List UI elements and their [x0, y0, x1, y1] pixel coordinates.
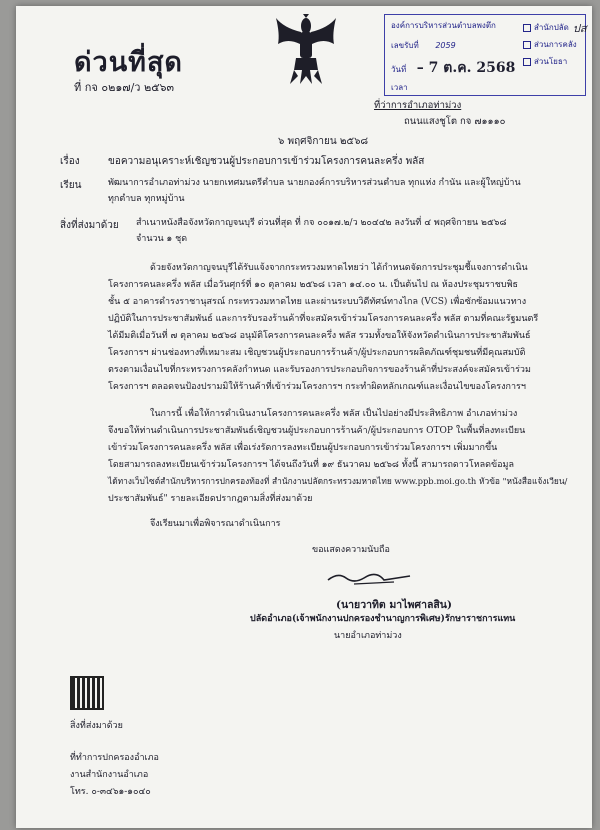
paragraph-line: โครงการฯ ผ่านช่องทางที่เหมาะสม เชิญชวนผู้ประกอบการร้านค้า/ผู้ประกอบการผลิตภัณฑ์ชุมชนที่มีคุณสมบัติ — [108, 348, 526, 358]
checkbox-icon — [523, 58, 531, 66]
recipient-label: เรียน — [60, 180, 82, 191]
document-page — [16, 6, 592, 828]
paragraph-line: ปฏิบัติในการประชาสัมพันธ์ และการรับรองร้านค้าที่จะสมัครเข้าร่วมโครงการคนละครึ่ง พลัส ตามที่คณะรัฐมนตรี — [108, 314, 539, 324]
paragraph-line: ในการนี้ เพื่อให้การดำเนินงานโครงการคนละครึ่ง พลัส เป็นไปอย่างมีประสิทธิภาพ อำเภอท่าม่วง — [150, 409, 518, 419]
stamp-time-label: เวลา — [391, 83, 408, 92]
stamp-handwritten-mark: ปส — [572, 21, 587, 35]
agency-address: ถนนแสงชูโต กจ ๗๑๑๑๐ — [404, 116, 506, 127]
closing-request: จึงเรียนมาเพื่อพิจารณาดำเนินการ — [150, 519, 281, 529]
stamp-receipt-label: เลขรับที่ — [391, 41, 419, 50]
closing-regards: ขอแสดงความนับถือ — [312, 545, 390, 555]
checkbox-icon — [523, 24, 531, 32]
paragraph-line: โครงการฯ ตลอดจนป้องปรามมิให้ร้านค้าที่เข้าร่วมโครงการฯ กระทำผิดหลักเกณฑ์และเงื่อนไขของโครงการฯ — [108, 382, 526, 392]
recipient-line: พัฒนาการอำเภอท่าม่วง นายกเทศมนตรีตำบล นายกองค์การบริหารส่วนตำบล ทุกแห่ง กำนัน และผู้ใหญ่บ้าน — [108, 178, 521, 188]
footer-office: ที่ทำการปกครองอำเภอ — [70, 753, 159, 763]
enclosure-line: จำนวน ๑ ชุด — [136, 234, 188, 244]
signatory-title: นายอำเภอท่าม่วง — [334, 631, 402, 641]
agency-name: ที่ว่าการอำเภอท่าม่วง — [374, 100, 462, 111]
stamp-date-value: – 7 ต.ค. 2568 — [416, 60, 516, 76]
checkbox-icon — [523, 41, 531, 49]
stamp-org: องค์การบริหารส่วนตำบลพงตึก — [391, 21, 496, 30]
recipient-line: ทุกตำบล ทุกหมู่บ้าน — [108, 194, 185, 204]
paragraph-line: เข้าร่วมโครงการคนละครึ่ง พลัส เพื่อเร่งรัดการลงทะเบียนผู้ประกอบการเข้าร่วมโครงการฯ เพิ่มมากขึ้น — [108, 443, 498, 453]
paragraph-line: จึงขอให้ท่านดำเนินการประชาสัมพันธ์เชิญชวนผู้ประกอบการร้านค้า/ผู้ประกอบการ OTOP ในพื้นที่ลงทะเบียน — [108, 426, 526, 436]
enclosure-line: สำเนาหนังสือจังหวัดกาญจนบุรี ด่วนที่สุด ที่ กจ ๐๐๑๗.๒/ว ๒๐๔๔๒ ลงวันที่ ๔ พฤศจิกายน ๒๕๖๘ — [136, 218, 507, 228]
paragraph-line: ได้มีมติเมื่อวันที่ ๗ ตุลาคม ๒๕๖๘ อนุมัติโครงการคนละครึ่ง พลัส รวมทั้งขอให้จังหวัดดำเนินการประชาสัมพันธ์ — [108, 331, 531, 341]
enclosure-label: สิ่งที่ส่งมาด้วย — [60, 220, 119, 231]
subject-text: ขอความอนุเคราะห์เชิญชวนผู้ประกอบการเข้าร่วมโครงการคนละครึ่ง พลัส — [108, 156, 425, 167]
stamp-receipt-no: 2059 — [435, 41, 456, 50]
garuda-emblem-icon — [274, 14, 338, 86]
receipt-stamp — [384, 14, 586, 96]
stamp-division-item: ส่วนการคลัง — [523, 36, 587, 53]
paragraph-line: โครงการคนละครึ่ง พลัส เมื่อวันศุกร์ที่ ๑๐ ตุลาคม ๒๕๖๘ เวลา ๑๔.๐๐ น. เป็นต้นไป ณ ห้องประชุมราชบพิธ — [108, 280, 519, 290]
paragraph-line: ได้ทางเว็บไซต์สำนักบริหารการปกครองท้องที่ สำนักงานปลัดกระทรวงมหาดไทย www.ppb.moi.go.th หัวข้อ "หนังสือแจ้งเวียน/ — [108, 476, 568, 486]
paragraph-line: โดยสามารถลงทะเบียนเข้าร่วมโครงการฯ ได้จนถึงวันที่ ๑๙ ธันวาคม ๒๕๖๘ ทั้งนี้ สามารถดาวโหลดข้อมูล — [108, 460, 514, 470]
stamp-division-list — [523, 19, 587, 70]
signature-icon — [324, 566, 414, 590]
signatory-name: (นายวาทิต มาไพศาลสิน) — [336, 599, 452, 611]
qr-caption: สิ่งที่ส่งมาด้วย — [70, 721, 123, 731]
signatory-title: ปลัดอำเภอ(เจ้าพนักงานปกครองชำนาญการพิเศษ)รักษาราชการแทน — [250, 614, 516, 624]
stamp-division-item: สำนักปลัด ปส — [523, 19, 587, 36]
paragraph-line: ด้วยจังหวัดกาญจนบุรีได้รับแจ้งจากกระทรวงมหาดไทยว่า ได้กำหนดจัดการประชุมชี้แจงการดำเนิน — [150, 263, 528, 273]
document-date: ๖ พฤศจิกายน ๒๕๖๘ — [278, 136, 369, 147]
paragraph-line: ประชาสัมพันธ์" รายละเอียดปรากฏตามสิ่งที่ส่งมาด้วย — [108, 494, 313, 504]
stamp-division-item: ส่วนโยธา — [523, 53, 587, 70]
urgent-label: ด่วนที่สุด — [74, 47, 183, 78]
stamp-date-label: วันที่ — [391, 65, 407, 74]
paragraph-line: ตรงตามเงื่อนไขที่กระทรวงการคลังกำหนด และรับรองการประกอบกิจการของร้านค้าที่ประสงค์จะสมัครเข้าร่วม — [108, 365, 531, 375]
subject-label: เรื่อง — [60, 156, 80, 167]
paragraph-line: ชั้น ๕ อาคารดำรงราชานุสรณ์ กระทรวงมหาดไทย และผ่านระบบวิดีทัศน์ทางไกล (VCS) เพื่อซักซ้อมแนวทาง — [108, 297, 527, 307]
footer-phone: โทร. ๐-๓๔๖๑-๑๐๔๐ — [70, 787, 151, 797]
document-number: ที่ กจ ๐๒๑๗/ว ๒๕๖๓ — [74, 81, 175, 94]
footer-office: งานสำนักงานอำเภอ — [70, 770, 149, 780]
qr-code-icon — [70, 676, 104, 710]
